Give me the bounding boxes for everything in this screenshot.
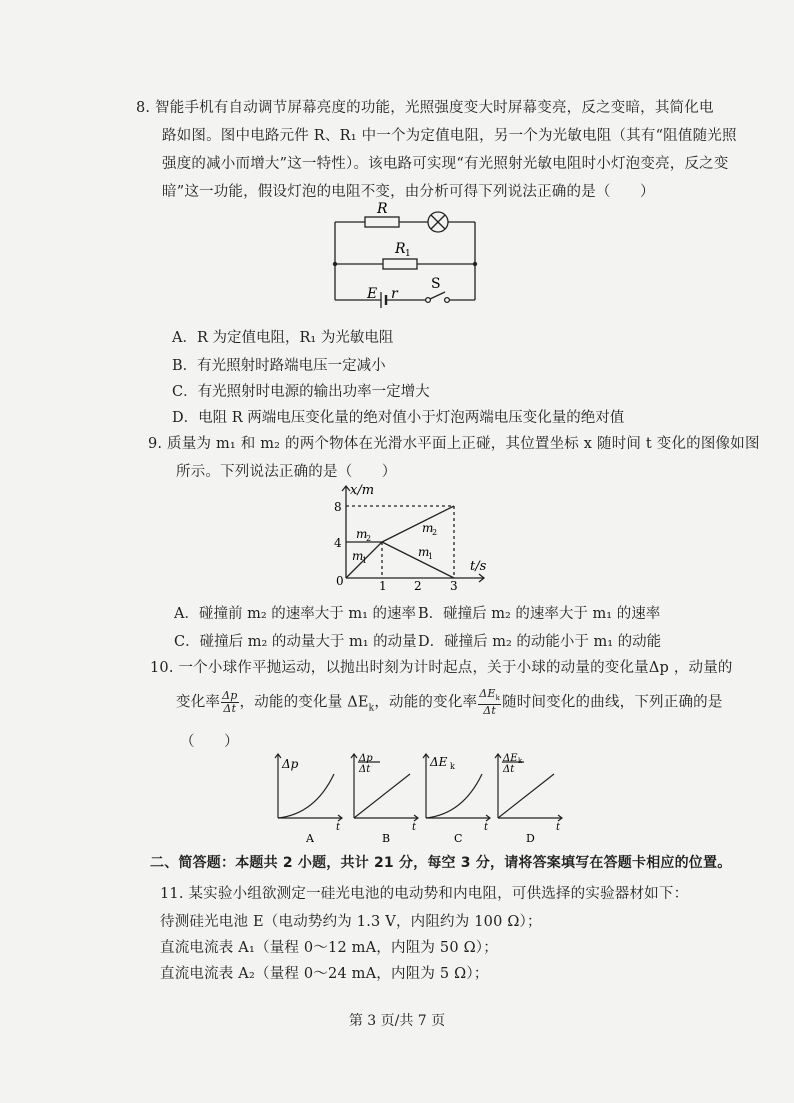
graph-d-y-num: ΔE xyxy=(503,753,518,764)
x-tick-2: 2 xyxy=(414,579,422,592)
q10-line2-a: 变化率 xyxy=(176,694,221,711)
q8-line3: 强度的减小而增大”这一特性）。该电路可实现“有光照射光敏电阻时小灯泡变亮，反之变 xyxy=(162,156,729,172)
q10-graph-a xyxy=(270,752,346,846)
q10-line2-c: ，动能的变化率 xyxy=(374,694,478,711)
q8-option-d: D．电阻 R 两端电压变化量的绝对值小于灯泡两端电压变化量的绝对值 xyxy=(172,410,625,426)
graph-b-t-label: t xyxy=(412,822,417,833)
label-R1-sub: 1 xyxy=(405,249,411,259)
label-m1-after: m xyxy=(418,545,430,559)
q8-option-a: A．R 为定值电阻，R₁ 为光敏电阻 xyxy=(172,330,394,346)
graph-a-label: A xyxy=(306,832,314,845)
q10-fraction-dp-dt: $\frac{\Delta p}{\Delta t}$ xyxy=(222,689,238,716)
graph-d-t-label: t xyxy=(556,822,561,833)
label-m2-after-sub: 2 xyxy=(432,528,438,537)
graph-a-t-label: t xyxy=(336,822,341,833)
q9-position-time-graph xyxy=(326,482,496,592)
graph-d-label: D xyxy=(526,832,535,845)
label-m1-after-sub: 1 xyxy=(428,552,434,561)
q8-option-b: B．有光照射时路端电压一定减小 xyxy=(172,358,386,374)
x-tick-1: 1 xyxy=(379,579,387,592)
graph-d-y-den: Δt xyxy=(503,764,515,775)
graph-b-y-den: Δt xyxy=(359,764,371,775)
section-2-heading: 二、简答题：本题共 2 小题，共计 21 分，每空 3 分，请将答案填写在答题卡相应的位置。 xyxy=(150,855,732,871)
label-E: E xyxy=(367,286,378,302)
q9-option-b: B．碰撞后 m₂ 的速率大于 m₁ 的速率 xyxy=(418,606,661,622)
q11-line1: 11. 某实验小组欲测定一硅光电池的电动势和内电阻，可供选择的实验器材如下： xyxy=(160,886,689,902)
graph-a-y-label: Δp xyxy=(282,757,299,771)
label-R1: R xyxy=(395,241,406,257)
q10-line3: （ ） xyxy=(180,734,239,750)
graph-b-label: B xyxy=(382,832,391,845)
x-tick-3: 3 xyxy=(450,579,458,592)
q10-line2: 变化率 $\frac{\Delta p}{\Delta t}$ ，动能的变化量 $\Delta E_k$，动能的变化率 $\frac{\Delta E_k}{\Delta t}$ 随时间变化的曲线，下列正确的是 xyxy=(176,687,723,718)
q11-line2: 待测硅光电池 E（电动势约为 1.3 V，内阻约为 100 Ω）； xyxy=(160,914,542,930)
graph-c-y-label: ΔE xyxy=(430,755,448,769)
graph-b-y-num: Δp xyxy=(359,753,373,764)
q8-line2: 路如图。图中电路元件 R、R₁ 中一个为定值电阻，另一个为光敏电阻（其有“阻值随光照 xyxy=(162,128,737,144)
graph-c-y-sub: k xyxy=(450,762,455,771)
q9-option-c: C．碰撞后 m₂ 的动量大于 m₁ 的动量 xyxy=(174,634,417,650)
q11-line3: 直流电流表 A₁（量程 0～12 mA，内阻为 50 Ω）； xyxy=(160,940,498,956)
label-m1-before: m xyxy=(352,549,364,563)
q9-line1: 9. 质量为 m₁ 和 m₂ 的两个物体在光滑水平面上正碰，其位置坐标 x 随时间 t 变化的图像如图 xyxy=(148,436,760,452)
q8-line1: 8. 智能手机有自动调节屏幕亮度的功能，光照强度变大时屏幕变亮，反之变暗，其简化电 xyxy=(136,100,714,116)
y-axis-label: x/m xyxy=(350,483,375,498)
graph-c-t-label: t xyxy=(484,822,489,833)
q10-line1: 10. 一个小球作平抛运动，以抛出时刻为计时起点，关于小球的动量的变化量Δp ，动量的 xyxy=(150,660,733,676)
y-tick-8: 8 xyxy=(334,500,342,514)
q9-option-d: D．碰撞后 m₂ 的动能小于 m₁ 的动能 xyxy=(418,634,662,650)
origin-label: 0 xyxy=(336,574,344,588)
page-footer: 第 3 页/共 7 页 xyxy=(348,1013,446,1029)
q8-circuit-diagram xyxy=(325,202,490,312)
q10-graph-b xyxy=(346,752,422,846)
label-r: r xyxy=(391,286,398,302)
q8-option-c: C．有光照射时电源的输出功率一定增大 xyxy=(172,384,430,400)
label-m1-before-sub: 1 xyxy=(362,556,368,565)
graph-d-y-num-sub: k xyxy=(518,757,523,765)
label-S: S xyxy=(431,276,441,292)
q10-fraction-dek-dt: $\frac{\Delta E_k}{\Delta t}$ xyxy=(479,687,501,718)
q10-line2-b: ，动能的变化量 ΔE xyxy=(239,694,369,711)
y-tick-4: 4 xyxy=(334,536,342,550)
label-m2-before: m xyxy=(356,527,368,541)
q11-line4: 直流电流表 A₂（量程 0～24 mA，内阻为 5 Ω）； xyxy=(160,966,489,982)
graph-c-label: C xyxy=(454,832,463,845)
q10-graph-d xyxy=(490,752,566,846)
label-m2-before-sub: 2 xyxy=(366,534,372,543)
q10-graph-c xyxy=(418,752,494,846)
q8-line4: 暗”这一功能，假设灯泡的电阻不变，由分析可得下列说法正确的是（ ） xyxy=(162,184,655,200)
q9-line2: 所示。下列说法正确的是（ ） xyxy=(176,464,397,480)
label-m2-after: m xyxy=(422,521,434,535)
q10-line2-d: 随时间变化的曲线，下列正确的是 xyxy=(502,694,723,711)
x-axis-label: t/s xyxy=(470,559,487,574)
label-R: R xyxy=(377,202,388,217)
q9-option-a: A．碰撞前 m₂ 的速率大于 m₁ 的速率 xyxy=(174,606,417,622)
